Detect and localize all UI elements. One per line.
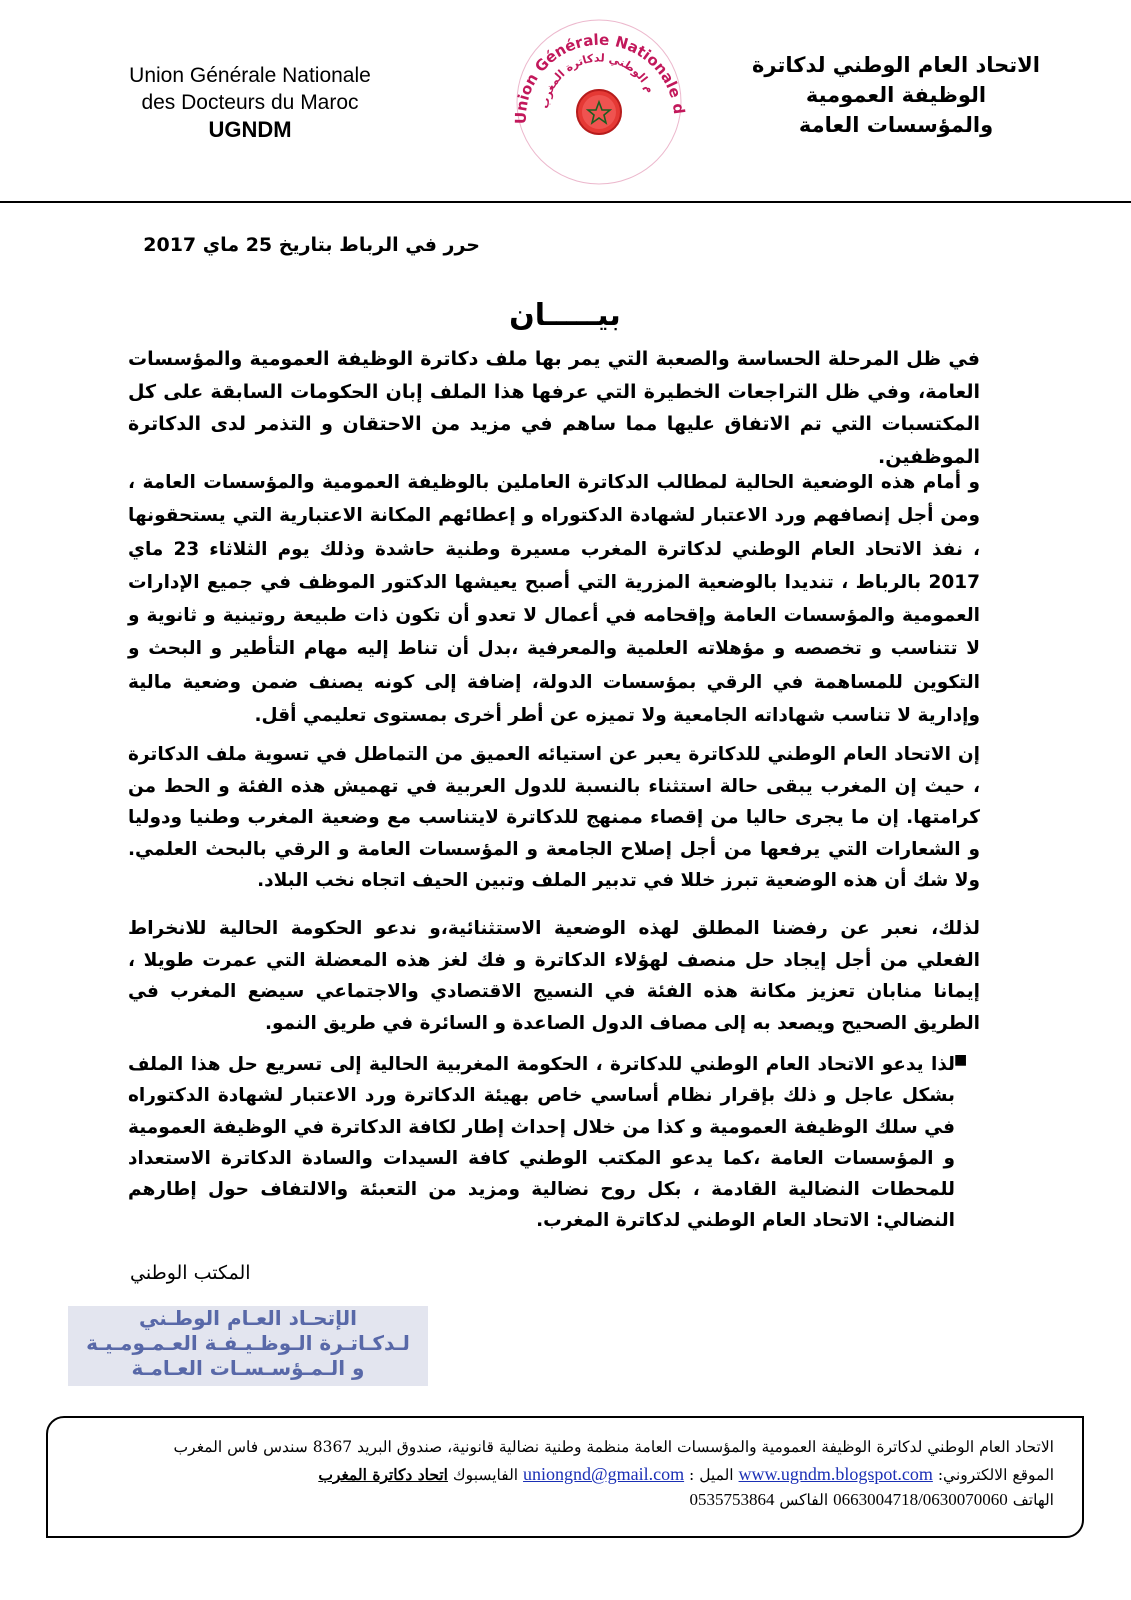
- org-name-ar-line1: الاتحاد العام الوطني لدكاترة: [752, 53, 1040, 77]
- org-name-ar-line3: والمؤسسات العامة: [798, 113, 994, 137]
- facebook-page[interactable]: اتحاد دكاترة المغرب: [318, 1465, 448, 1484]
- footer-links: [318, 1464, 1054, 1485]
- website-label: الموقع الالكتروني:: [937, 1466, 1054, 1484]
- facebook-label: الفايسبوك: [452, 1466, 519, 1484]
- stamp-line2: لـدكـاتـرة الـوظـيـفـة العـمـومـيـة: [86, 1331, 410, 1355]
- org-acronym: UGNDM: [208, 117, 292, 142]
- org-name-fr-line1: Union Générale Nationale: [129, 64, 371, 87]
- footer-contact-box: [46, 1416, 1084, 1538]
- org-name-arabic: [731, 50, 1061, 140]
- stamp-line1: الإتحـاد العـام الوطـني: [139, 1306, 357, 1330]
- website-link[interactable]: www.ugndm.blogspot.com: [738, 1464, 933, 1484]
- signature: المكتب الوطني: [130, 1262, 251, 1284]
- phone-number: 0663004718/0630070060: [833, 1490, 1008, 1509]
- logo-seal-icon: [498, 14, 700, 189]
- org-name-ar-line2: الوظيفة العمومية: [805, 83, 987, 107]
- org-name-french: [95, 62, 405, 143]
- footer-phones: [689, 1490, 1054, 1510]
- page-title: بيـــــان: [509, 298, 621, 333]
- fax-label: الفاكس: [779, 1491, 829, 1509]
- logo-ring-text-fr: Union Générale Nationale d: [511, 30, 689, 125]
- organization-stamp: [68, 1306, 428, 1386]
- paragraph-call: لذا يدعو الاتحاد العام الوطني للدكاترة ، الحكومة المغربية الحالية إلى تسريع حل هذا الملف بشكل عاجل و ذلك بإقرار نظام أساسي خاص بهيئة الدكاترة ورد الاعتبار لشهادة الدكتوراه في سلك الوظيفة العمومية و كذا من خلال إحداث إطار لكافة الدكاترة في الوظيفة العمومية و المؤسسات العامة ،كما يدعو المكتب الوطني كافة السيدات والسادة الدكاترة الاستعداد للمحطات النضالية القادمة ، بكل روح نضالية ومزيد من التعبئة والالتفاف حول إطارهم النضالي: الاتحاد العام الوطني لدكاترة المغرب.: [128, 1054, 955, 1232]
- org-name-fr-line2: des Docteurs du Maroc: [141, 91, 359, 114]
- stamp-line3: و الـمـؤسـسـات العـامـة: [131, 1356, 365, 1380]
- phone-label: الهاتف: [1012, 1491, 1054, 1509]
- email-link[interactable]: uniongnd@gmail.com: [523, 1464, 685, 1484]
- paragraph-intro: في ظل المرحلة الحساسة والصعبة التي يمر بها ملف دكاترة الوظيفة العمومية والمؤسسات العامة، وفي ظل التراجعات الخطيرة التي عرفها هذا الملف إبان الحكومات السابقة على كل المكتسبات التي تم الاتفاق عليها مما ساهم في مزيد من الاحتقان و التذمر لدى الدكاترة الموظفين.: [128, 348, 980, 468]
- header-divider: [0, 201, 1131, 203]
- paragraph-march: و أمام هذه الوضعية الحالية لمطالب الدكاترة العاملين بالوظيفة العمومية والمؤسسات العامة ، ومن أجل إنصافهم ورد الاعتبار لشهادة الدكتوراه و إعطائهم المكانة الاعتبارية التي يستحقونها ، نفذ الاتحاد العام الوطني لدكاترة المغرب مسيرة وطنية حاشدة وذلك يوم الثلاثاء 23 ماي 2017 بالرباط ، تنديدا بالوضعية المزرية التي أصبح يعيشها الدكتور الموظف في جميع الإدارات العمومية والمؤسسات العامة وإقحامه في أعمال لا تعدو أن تكون ذات طبيعة روتينية و ثانوية و لا تتناسب و تخصصه و مؤهلاته العلمية والمعرفية ،بدل أن تناط إليه مهام التأطير و البحث و التكوين للمساهمة في الرقي بمؤسسات الدولة، إضافة إلى كونه يصنف ضمن وضعية مالية وإدارية لا تناسب شهاداته الجامعية ولا تميزه عن أطر أخرى بمستوى تعليمي أقل.: [128, 472, 981, 727]
- logo-ring-text-ar: م الوطني لدكاترة المغرب: [537, 51, 657, 110]
- organization-logo: [498, 14, 700, 189]
- email-label: الميل :: [689, 1466, 734, 1484]
- date-line: حرر في الرباط بتاريخ 25 ماي 2017: [143, 234, 480, 256]
- paragraph-rejection: لذلك، نعبر عن رفضنا المطلق لهذه الوضعية الاستثنائية،و ندعو الحكومة الحالية للانخراط الفعلي من أجل إيجاد حل منصف لهؤلاء الدكاترة و فك لغز هذه المعضلة التي عمرت طويلا ، إيمانا منابان تعزيز مكانة هذه الفئة في النسيج الاقتصادي والاجتماعي سيضع المغرب في الطريق الصحيح ويصعد به إلى مصاف الدول الصاعدة و السائرة في طريق النمو.: [128, 918, 980, 1034]
- fax-number: 0535753864: [689, 1490, 775, 1509]
- footer-address: الاتحاد العام الوطني لدكاترة الوظيفة العمومية والمؤسسات العامة منظمة وطنية نضالية قانونية، صندوق البريد 8367 سندس فاس المغرب: [173, 1438, 1054, 1456]
- bullet-square-icon: ■: [954, 1052, 968, 1068]
- paragraph-discontent: إن الاتحاد العام الوطني للدكاترة يعبر عن استيائه العميق من التماطل في تسوية ملف الدكاترة ، حيث إن المغرب يبقى حالة استثناء بالنسبة للدول العربية في تهميش هذه الفئة و الحط من كرامتها. إن ما يجرى حاليا من إقصاء ممنهج للدكاترة لايتناسب مع وضعية المغرب وطنيا ودوليا و الشعارات التي يرفعها من أجل إصلاح الجامعة و المؤسسات العامة و الرقي بالبحث العلمي. ولا شك أن هذه الوضعية تبرز خللا في تدبير الملف وتبين الحيف اتجاه نخب البلاد.: [128, 744, 980, 891]
